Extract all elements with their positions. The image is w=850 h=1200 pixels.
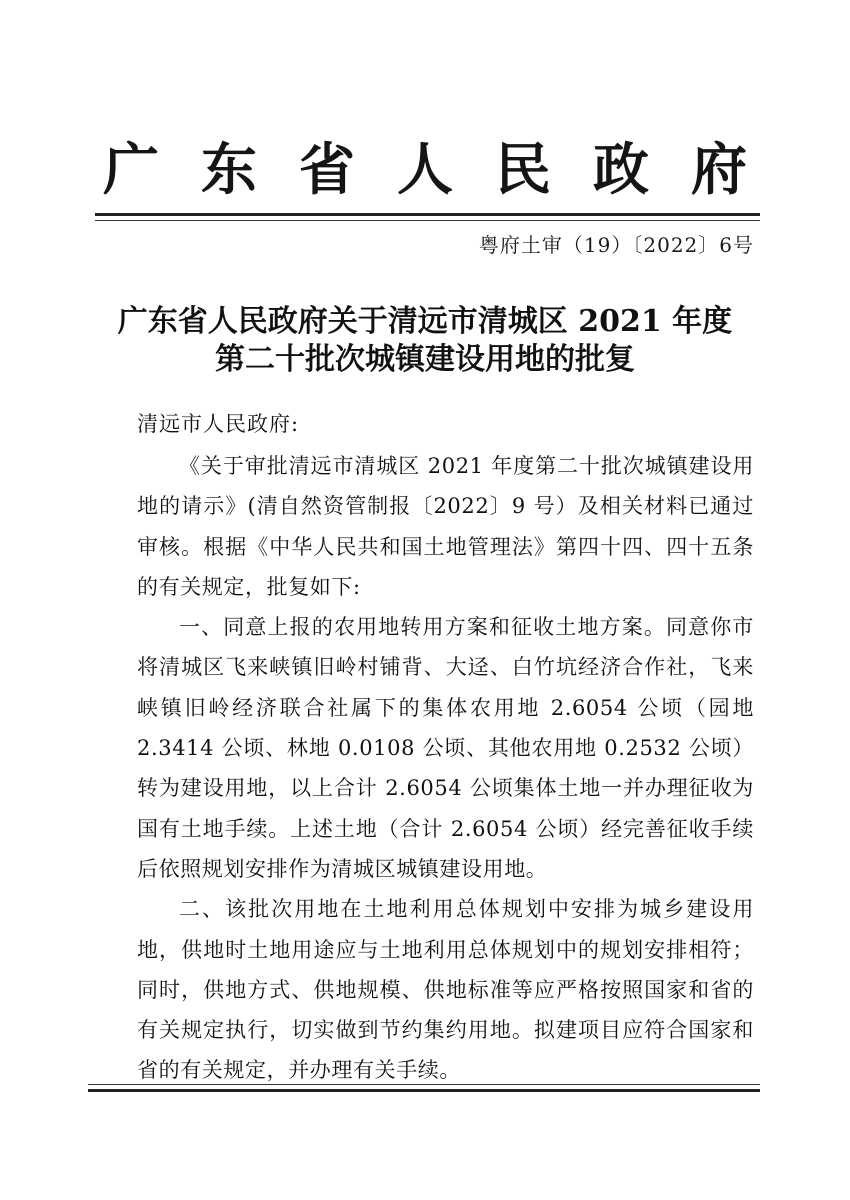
- paragraph-item-1: 一、同意上报的农用地转用方案和征收土地方案。同意你市将清城区飞来峡镇旧岭村铺背、大迳、白竹坑经济合作社，飞来峡镇旧岭经济联合社属下的集体农用地 2.6054 公顷（园地 2.3414 公顷、林地 0.0108 公顷、其他农用地 0.2532 公顷）转为建设用地，以上合计 2.6054 公顷集体土地一并办理征收为国有土地手续。上述土地（合计 2.6054 公顷）经完善征收手续后依照规划安排作为清城区城镇建设用地。: [137, 615, 754, 881]
- header-divider-thin: [95, 220, 760, 221]
- document-number: 粤府土审（19）〔2022〕6号: [478, 233, 754, 257]
- paragraph-item-2: 二、该批次用地在土地利用总体规划中安排为城乡建设用地，供地时土地用途应与土地利用总体规划中的规划安排相符；同时，供地方式、供地规模、供地标准等应严格按照国家和省的有关规定执行，切实做到节约集约用地。拟建项目应符合国家和省的有关规定，并办理有关手续。: [137, 897, 754, 1083]
- document-body: [137, 446, 754, 1091]
- footer-divider-thick: [88, 1089, 760, 1092]
- document-title-line-2: 第二十批次城镇建设用地的批复: [215, 342, 635, 377]
- issuer-header: 广东省人民政府: [103, 137, 789, 203]
- footer-divider-thin: [88, 1084, 760, 1085]
- salutation: 清远市人民政府:: [137, 412, 300, 436]
- paragraph-request: 《关于审批清远市清城区 2021 年度第二十批次城镇建设用地的请示》(清自然资管制报〔2022〕9 号）及相关材料已通过审核。根据《中华人民共和国土地管理法》第四十四、四十五条的有关规定，批复如下:: [137, 454, 754, 599]
- document-title-line-1: 广东省人民政府关于清远市清城区 2021 年度: [117, 304, 733, 339]
- header-divider-thick: [95, 213, 760, 216]
